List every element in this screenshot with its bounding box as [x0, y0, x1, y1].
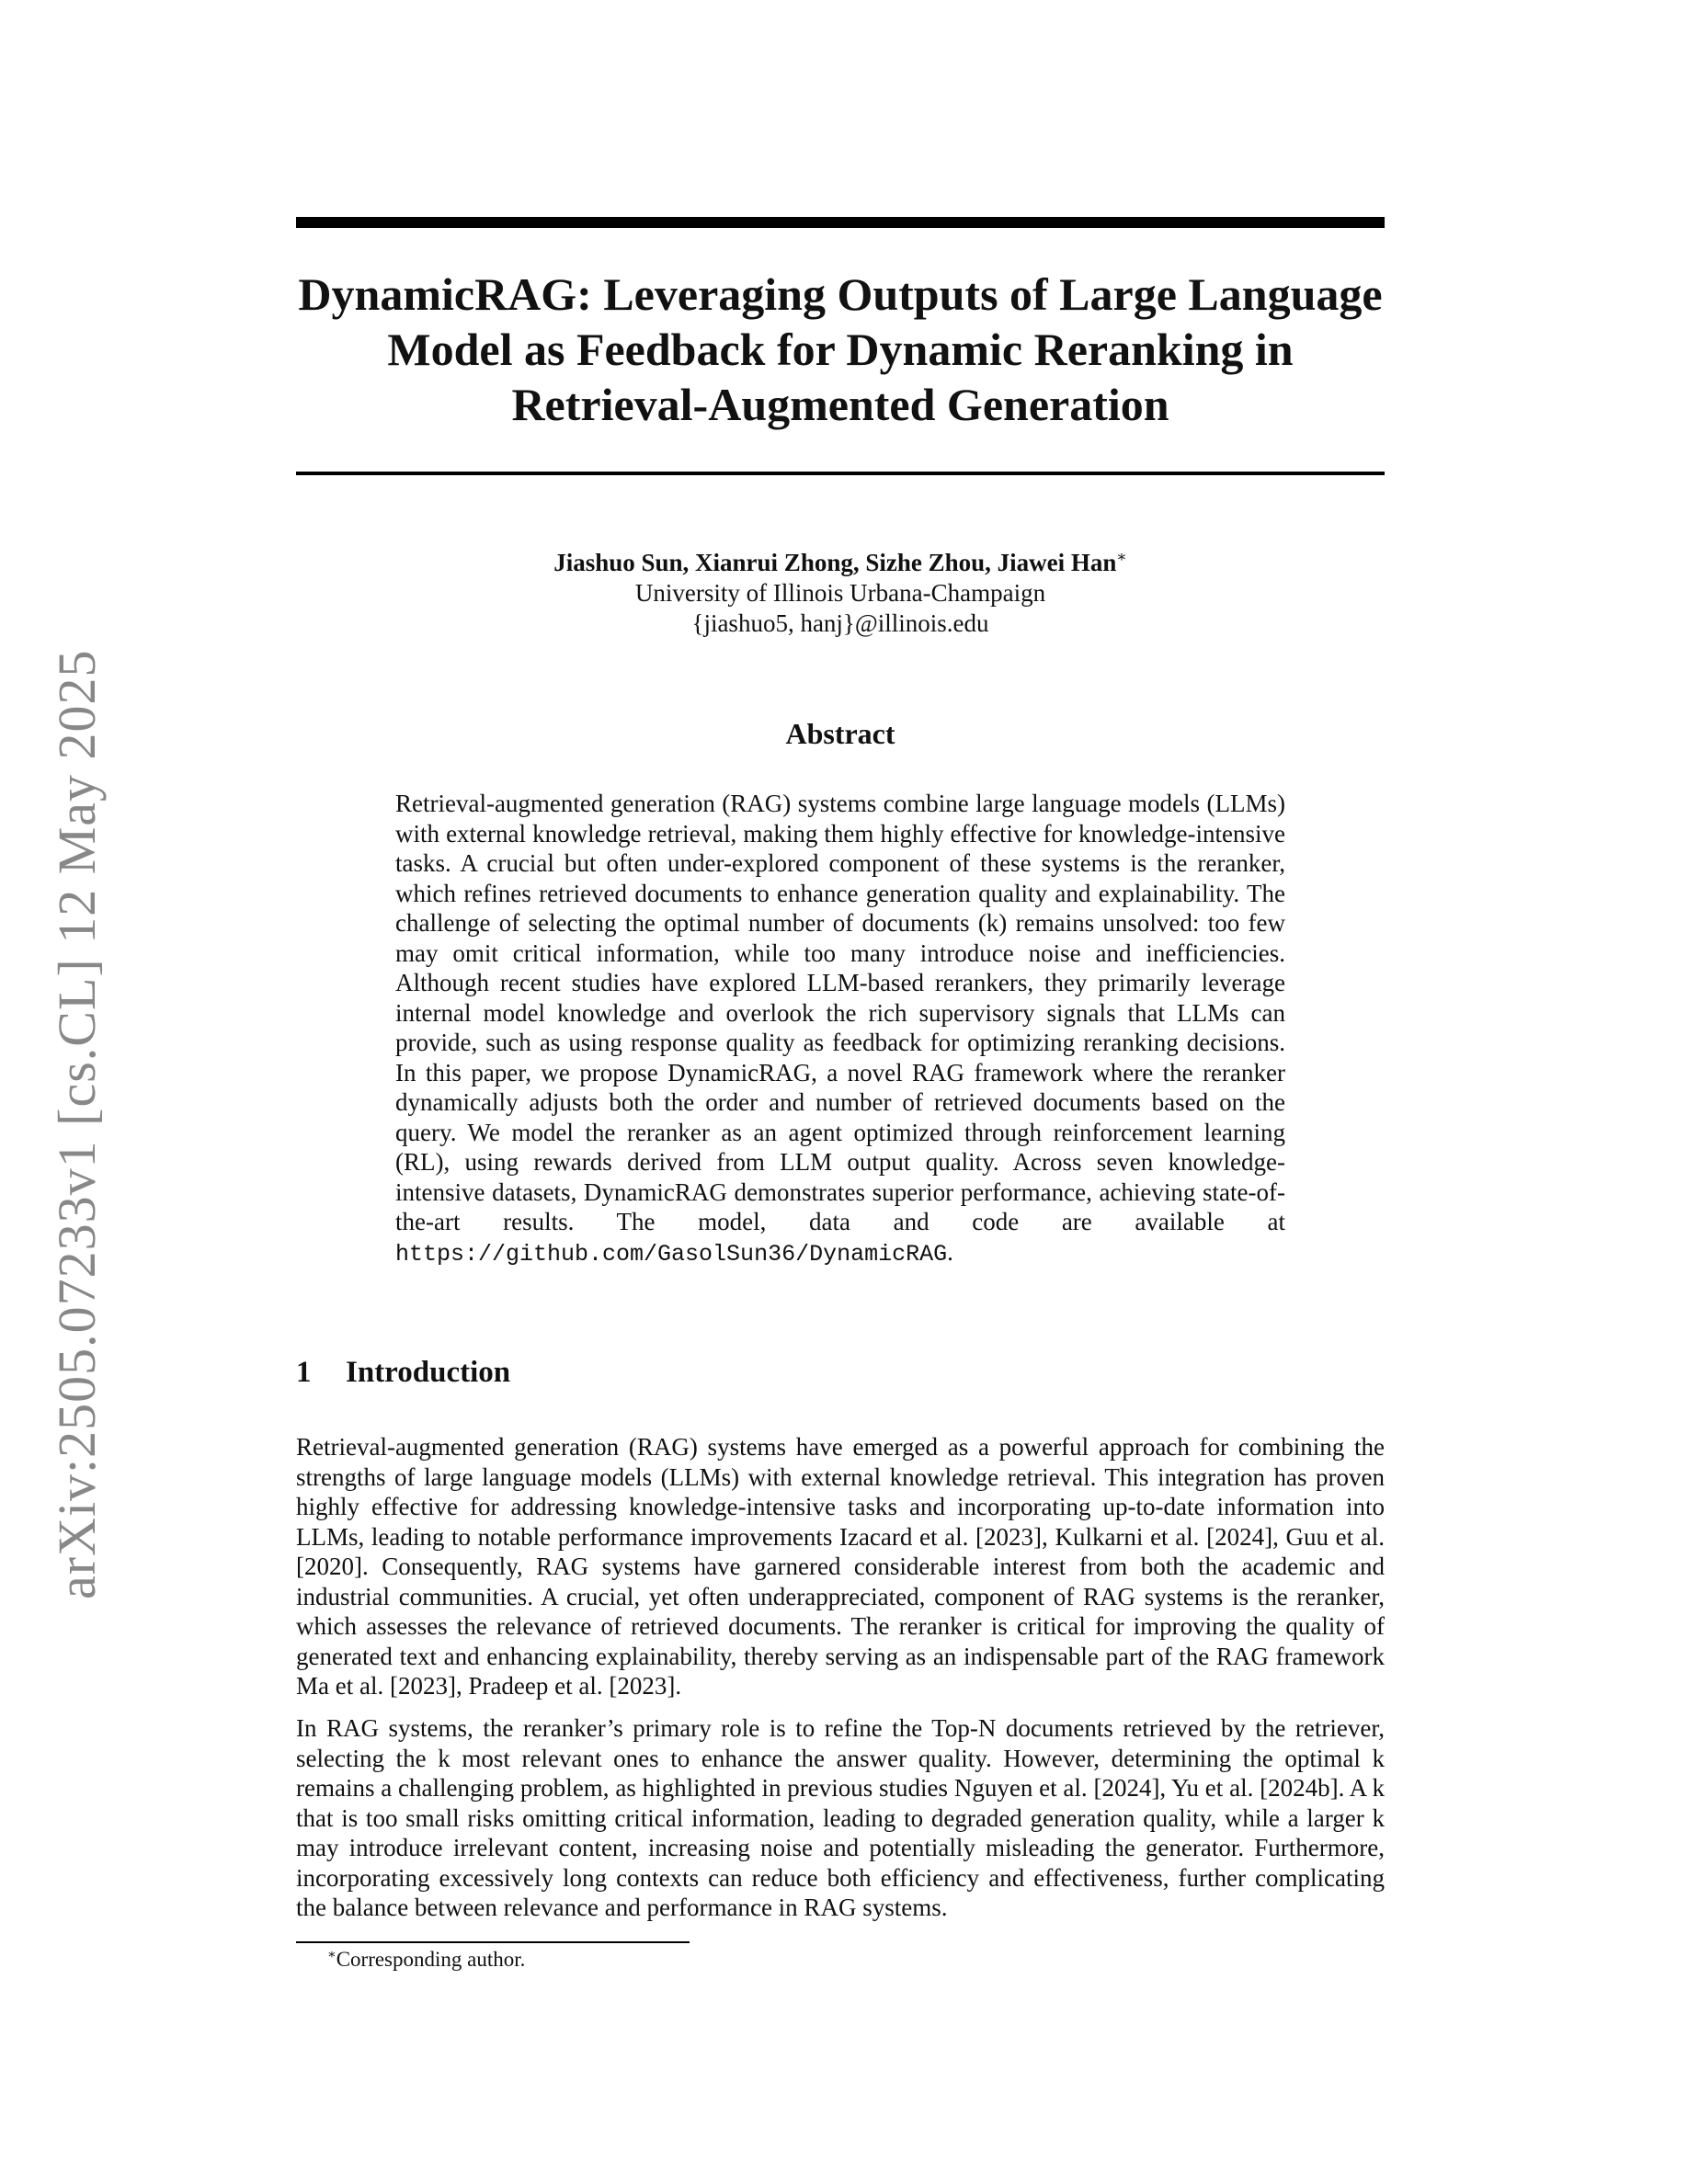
footnote-marker: ∗	[327, 1947, 336, 1962]
abstract-text	[395, 789, 1285, 1269]
footnote-text: Corresponding author.	[336, 1948, 526, 1971]
corresponding-marker: ∗	[1116, 548, 1127, 565]
section-title: Introduction	[346, 1356, 511, 1389]
footnote-rule	[296, 1941, 690, 1943]
paper-title: DynamicRAG: Leveraging Outputs of Large Language Model as Feedback for Dynamic Reranking in Retrieval-Augmented Generation	[298, 268, 1383, 430]
section-heading-introduction	[296, 1356, 510, 1390]
author-names: Jiashuo Sun, Xianrui Zhong, Sizhe Zhou, Jiawei Han	[553, 549, 1117, 576]
title-bottom-rule	[296, 472, 1385, 475]
abstract-heading: Abstract	[785, 717, 895, 750]
arxiv-identifier-stamp: arXiv:2505.07233v1 [cs.CL] 12 May 2025	[47, 649, 107, 1599]
title-top-rule	[296, 217, 1385, 228]
author-block	[296, 548, 1385, 639]
abstract-body: Retrieval-augmented generation (RAG) systems combine large language models (LLMs) with external knowledge retrieval, making them highly effective for knowledge-intensive tasks. A crucial but often under-explored component of these systems is the reranker, which refines retrieved documents to enhance generation quality and explainability. The challenge of selecting the optimal number of documents (k) remains unsolved: too few may omit critical information, while too many introduce noise and inefficiencies. Although recent studies have explored LLM-based rerankers, they primarily leverage internal model knowledge and overlook the rich supervisory signals that LLMs can provide, such as using response quality as feedback for optimizing reranking decisions. In this paper, we propose DynamicRAG, a novel RAG framework where the reranker dynamically adjusts both the order and number of retrieved documents based on the query. We model the reranker as an agent optimized through reinforcement learning (RL), using rewards derived from LLM output quality. Across seven knowledge-intensive datasets, DynamicRAG demonstrates superior performance, achieving state-of-the-art results. The model, data and code are available at	[395, 790, 1285, 1235]
code-repository-link[interactable]: https://github.com/GasolSun36/DynamicRAG	[395, 1240, 948, 1268]
abstract-end: .	[947, 1237, 953, 1266]
affiliation: University of Illinois Urbana-Champaign	[634, 579, 1046, 607]
intro-paragraph-1: Retrieval-augmented generation (RAG) systems have emerged as a powerful approach for combining the strengths of large language models (LLMs) with external knowledge retrieval. This integration has proven highly effective for addressing knowledge-intensive tasks and incorporating up-to-date information into LLMs, leading to notable performance improvements Izacard et al. [2023], Kulkarni et al. [2024], Guu et al. [2020]. Consequently, RAG systems have garnered considerable interest from both the academic and industrial communities. A crucial, yet often underappreciated, component of RAG systems is the reranker, which assesses the relevance of retrieved documents. The reranker is critical for improving the quality of generated text and enhancing explainability, thereby serving as an indispensable part of the RAG framework Ma et al. [2023], Pradeep et al. [2023].	[296, 1433, 1385, 1700]
footnote	[327, 1947, 525, 1973]
intro-paragraph-2: In RAG systems, the reranker’s primary role is to refine the Top-N documents retrieved by the retriever, selecting the k most relevant ones to enhance the answer quality. However, determining the optimal k remains a challenging problem, as highlighted in previous studies Nguyen et al. [2024], Yu et al. [2024b]. A k that is too small risks omitting critical information, leading to degraded generation quality, while a larger k may introduce irrelevant content, increasing noise and potentially misleading the generator. Furthermore, incorporating excessively long contexts can reduce both efficiency and effectiveness, further complicating the balance between relevance and performance in RAG systems.	[296, 1714, 1385, 1921]
section-number: 1	[296, 1356, 312, 1389]
author-email: {jiashuo5, hanj}@illinois.edu	[691, 609, 989, 637]
